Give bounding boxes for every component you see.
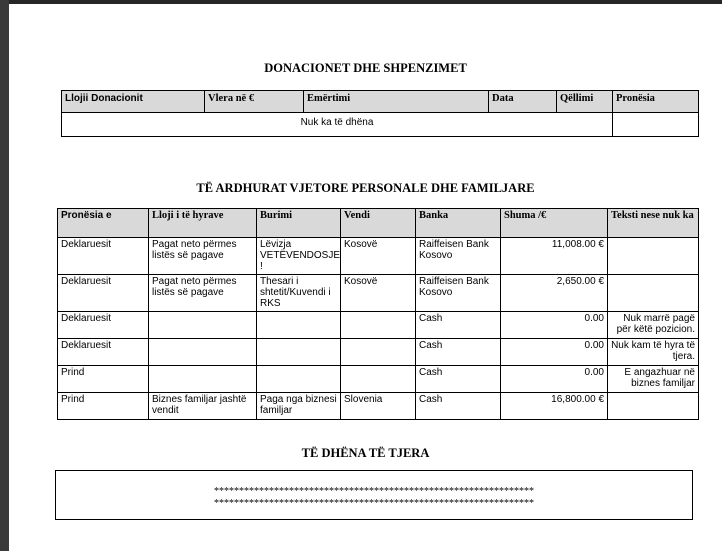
- donations-header-name: Emërtimi: [304, 91, 489, 113]
- income-cell-ownership: Deklaruesit: [58, 312, 149, 339]
- income-cell-ownership: Prind: [58, 366, 149, 393]
- income-header-source: Burimi: [257, 209, 341, 238]
- income-cell-source: [257, 366, 341, 393]
- income-cell-amount: 16,800.00 €: [501, 393, 608, 420]
- income-cell-bank: Raiffeisen Bank Kosovo: [416, 238, 501, 275]
- donations-header-purpose: Qëllimi: [557, 91, 613, 113]
- other-data-line-2: ****************************************************************: [214, 498, 534, 509]
- income-cell-source: [257, 312, 341, 339]
- income-cell-country: [341, 339, 416, 366]
- income-cell-note: [608, 393, 699, 420]
- donations-empty-row: [62, 113, 699, 137]
- income-cell-source: Thesari i shtetit/Kuvendi i RKS: [257, 275, 341, 312]
- income-cell-country: [341, 366, 416, 393]
- income-cell-country: Kosovë: [341, 275, 416, 312]
- income-cell-amount: 0.00: [501, 366, 608, 393]
- income-cell-type: [149, 366, 257, 393]
- income-cell-type: Pagat neto përmes listës së pagave: [149, 275, 257, 312]
- income-row: [58, 393, 699, 420]
- donations-empty-text: Nuk ka të dhëna: [62, 113, 613, 137]
- viewer-left-edge: [0, 0, 9, 551]
- income-header-bank: Banka: [416, 209, 501, 238]
- income-cell-note: [608, 275, 699, 312]
- income-cell-country: Slovenia: [341, 393, 416, 420]
- income-header-type: Lloji i të hyrave: [149, 209, 257, 238]
- income-cell-type: [149, 339, 257, 366]
- income-cell-ownership: Prind: [58, 393, 149, 420]
- income-cell-bank: Raiffeisen Bank Kosovo: [416, 275, 501, 312]
- income-cell-country: Kosovë: [341, 238, 416, 275]
- income-cell-type: [149, 312, 257, 339]
- income-cell-source: [257, 339, 341, 366]
- income-cell-source: Paga nga biznesi familjar: [257, 393, 341, 420]
- donations-empty-cell: [613, 113, 699, 137]
- income-row: [58, 339, 699, 366]
- income-row: [58, 366, 699, 393]
- donations-header-type: Llojii Donacionit: [62, 91, 205, 113]
- income-row: [58, 312, 699, 339]
- income-row: [58, 238, 699, 275]
- income-cell-amount: 0.00: [501, 339, 608, 366]
- donations-table: [61, 90, 699, 137]
- income-cell-ownership: Deklaruesit: [58, 339, 149, 366]
- other-data-box: [55, 470, 693, 520]
- income-cell-bank: Cash: [416, 366, 501, 393]
- income-table: [57, 208, 699, 420]
- income-header-country: Vendi: [341, 209, 416, 238]
- income-cell-bank: Cash: [416, 393, 501, 420]
- income-cell-note: [608, 238, 699, 275]
- income-cell-bank: Cash: [416, 339, 501, 366]
- income-header-ownership: Pronësia e: [58, 209, 149, 238]
- document-page: [9, 4, 722, 551]
- income-cell-type: Biznes familjar jashtë vendit: [149, 393, 257, 420]
- income-header-amount: Shuma /€: [501, 209, 608, 238]
- income-header-row: [58, 209, 699, 238]
- income-row: [58, 275, 699, 312]
- income-cell-amount: 2,650.00 €: [501, 275, 608, 312]
- income-cell-ownership: Deklaruesit: [58, 275, 149, 312]
- income-cell-type: Pagat neto përmes listës së pagave: [149, 238, 257, 275]
- donations-header-value: Vlera në €: [205, 91, 304, 113]
- donations-title: DONACIONET DHE SHPENZIMET: [264, 61, 467, 75]
- income-cell-note: E angazhuar në biznes familjar: [608, 366, 699, 393]
- income-cell-amount: 11,008.00 €: [501, 238, 608, 275]
- income-header-note: Teksti nese nuk ka: [608, 209, 699, 238]
- income-cell-note: Nuk kam të hyra të tjera.: [608, 339, 699, 366]
- income-title: TË ARDHURAT VJETORE PERSONALE DHE FAMILJARE: [196, 181, 535, 195]
- other-data-title: TË DHËNA TË TJERA: [301, 446, 430, 460]
- donations-header-date: Data: [489, 91, 557, 113]
- income-cell-ownership: Deklaruesit: [58, 238, 149, 275]
- income-cell-source: Lëvizja VETËVENDOSJE !: [257, 238, 341, 275]
- donations-header-row: [62, 91, 699, 113]
- income-cell-bank: Cash: [416, 312, 501, 339]
- donations-header-ownership: Pronësia: [613, 91, 699, 113]
- income-cell-note: Nuk marrë pagë për këtë pozicion.: [608, 312, 699, 339]
- other-data-line-1: ****************************************************************: [214, 486, 534, 497]
- income-cell-amount: 0.00: [501, 312, 608, 339]
- income-cell-country: [341, 312, 416, 339]
